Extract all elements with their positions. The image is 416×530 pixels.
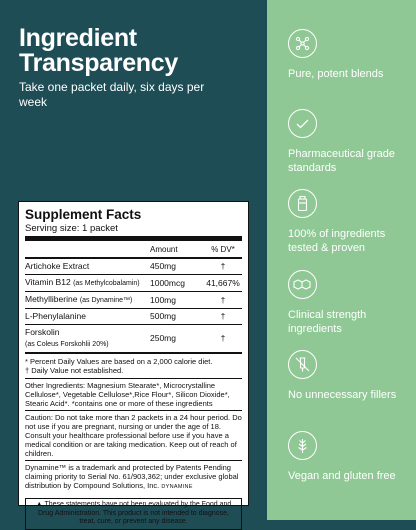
ingredient-name: L-Phenylalanine bbox=[25, 311, 86, 321]
feature-label: 100% of ingredients tested & proven bbox=[288, 228, 386, 254]
table-row bbox=[25, 325, 242, 354]
table-row bbox=[25, 309, 242, 325]
ingredient-dv: † bbox=[220, 261, 226, 271]
ingredient-dv: † bbox=[220, 333, 226, 343]
ingredient-amount: 500mg bbox=[150, 311, 176, 321]
no-syringe-icon bbox=[288, 350, 317, 379]
table-row bbox=[25, 259, 242, 275]
ingredient-dv: 41,667% bbox=[206, 277, 240, 288]
dv-note: * Percent Daily Values are based on a 2,000 calorie diet. bbox=[25, 357, 213, 366]
feature-item bbox=[288, 189, 408, 255]
ingredient-amount: 450mg bbox=[150, 261, 176, 271]
molecule-icon bbox=[288, 29, 317, 58]
header-spacer bbox=[25, 244, 150, 255]
leaf-icon bbox=[288, 431, 317, 460]
facts-title: Supplement Facts bbox=[25, 207, 142, 222]
feature-item bbox=[288, 270, 408, 336]
ingredient-amount: 100mg bbox=[150, 294, 176, 305]
fda-disclaimer: ▲ These statements have not been evaluated by the Food and Drug Administration. This product is not intended to diagnose, treat, cure, or prevent any disease. bbox=[25, 498, 242, 530]
ingredient-amount: 1000mcg bbox=[150, 277, 185, 288]
ingredient-name: Methylliberine (as Dynamine™) bbox=[25, 294, 133, 304]
feature-item bbox=[288, 350, 408, 402]
page-title: Ingredient Transparency bbox=[19, 24, 178, 77]
trademark-notice: Dynamine™ is a trademark and protected by Patents Pending claiming priority to Serial No. 61/903,362; under exclusive global distribution by Compound Solutions, Inc. DYNAMINE bbox=[25, 463, 239, 490]
table-row bbox=[25, 275, 242, 292]
ingredient-name: Forskolin (as Coleus Forskohlii 20%) bbox=[25, 327, 109, 348]
other-ingredients: Other Ingredients: Magnesium Stearate*, Microcrystalline Cellulose*, Vegetable Cellulose*,Rice Flour*, Silicon Dioxide*, Stearic Acid*. *contains one or more of these ingredients bbox=[25, 379, 242, 411]
caution-text: Caution: Do not take more than 2 packets in a 24 hour period. Do not use if you are pregnant, nursing or under the age of 18. Consult your healthcare professional before use if you have a medical condition or are taking medication. Keep out of reach of children. bbox=[25, 411, 242, 461]
ingredient-dv: † bbox=[220, 311, 226, 321]
column-amount: Amount bbox=[150, 245, 178, 254]
daily-value-notes bbox=[25, 354, 242, 379]
checkmark-icon bbox=[288, 109, 317, 138]
feature-item bbox=[288, 29, 408, 81]
feature-item bbox=[288, 109, 408, 175]
feature-label: No unnecessary fillers bbox=[288, 389, 397, 401]
feature-label: Clinical strength ingredients bbox=[288, 309, 367, 335]
dynamine-logo: DYNAMINE bbox=[161, 484, 193, 490]
supplement-facts-panel bbox=[18, 201, 249, 525]
chemical-structure-icon bbox=[288, 270, 317, 299]
dv-note: † Daily Value not established. bbox=[25, 366, 124, 375]
ingredient-dv: † bbox=[220, 294, 226, 305]
feature-label: Pharmaceutical grade standards bbox=[288, 148, 396, 174]
column-dv: % DV* bbox=[211, 245, 235, 254]
facts-table-header bbox=[25, 241, 242, 259]
ingredient-name: Vitamin B12 (as Methylcobalamin) bbox=[25, 277, 140, 287]
feature-item bbox=[288, 431, 408, 483]
ingredient-name: Artichoke Extract bbox=[25, 261, 90, 271]
serving-size: Serving size: 1 packet bbox=[25, 222, 242, 241]
page-subtitle: Take one packet daily, six days per week bbox=[19, 80, 205, 109]
feature-label: Pure, potent blends bbox=[288, 68, 384, 80]
feature-label: Vegan and gluten free bbox=[288, 470, 396, 482]
table-row bbox=[25, 292, 242, 309]
bottle-icon bbox=[288, 189, 317, 218]
ingredient-amount: 250mg bbox=[150, 333, 176, 343]
